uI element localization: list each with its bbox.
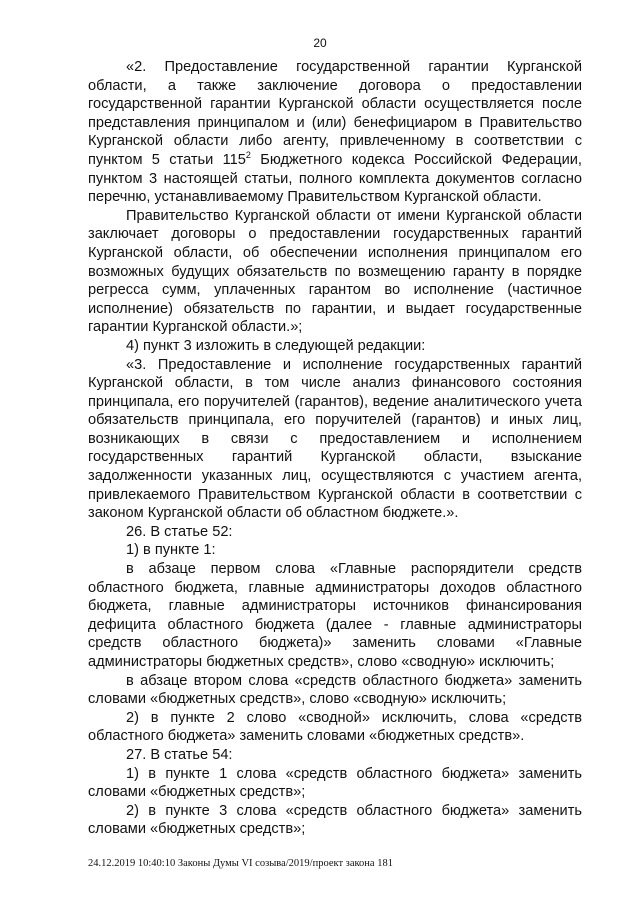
paragraph-government-contracts: Правительство Курганской области от имени Курганской области заключает договоры о предоставлении государственных гарантий Курганской области, об обеспечении исполнения принципалом его возможных будущих обязательств по возмещению гаранту в порядке регресса сумм, уплаченных гарантом во исполнение (частичное исполнение) обязательств по гарантии, и выдает государственные гарантии Курганской области.»; <box>88 207 582 336</box>
paragraph-article-27: 27. В статье 54: <box>126 746 233 763</box>
paragraph-point-1: 1) в пункте 1: <box>126 542 216 559</box>
document-body <box>88 58 582 839</box>
paragraph-article-27-point-1: 1) в пункте 1 слова «средств областного бюджета» заменить словами «бюджетных средств»; <box>88 765 582 801</box>
paragraph-item-3-text: «3. Предоставление и исполнение государственных гарантий Курганской области, в том числе анализ финансового состояния принципала, его поручителей (гарантов), ведение аналитического учета обязательств принципала, его поручителей (гарантов) и иных лиц, возникающих в связи с предоставлением и исполнением государственных гарантий Курганской области, взыскание задолженности указанных лиц, осуществляются с участием агента, привлекаемого Правительством Курганской области в соответствии с законом Курганской области об областном бюджете.». <box>88 356 582 522</box>
paragraph-item-4: 4) пункт 3 изложить в следующей редакции: <box>126 337 426 354</box>
paragraph-point-2: 2) в пункте 2 слово «сводной» исключить, слова «средств областного бюджета» заменить словами «бюджетных средств». <box>88 709 582 745</box>
footer-stamp: 24.12.2019 10:40:10 Законы Думы VI созыва/2019/проект закона 181 <box>88 858 393 869</box>
paragraph-first-abzac: в абзаце первом слова «Главные распорядители средств областного бюджета, главные администраторы доходов областного бюджета, главные администраторы источников финансирования дефицита областного бюджета (далее - главные администраторы средств областного бюджета)» заменить словами «Главные администраторы бюджетных средств», слово «сводную» исключить; <box>88 561 582 670</box>
page-number: 20 <box>313 36 327 50</box>
paragraph-article-26: 26. В статье 52: <box>126 523 233 540</box>
paragraph-text-tail: Бюджетного кодекса Российской Федерации, пунктом 3 настоящей статьи, полного комплекта документов согласно перечню, устанавливаемому Правительством Курганской области. <box>88 151 582 206</box>
paragraph-text: «2. Предоставление государственной гарантии Курганской области, а также заключение договора о предоставлении государственной гарантии Курганской области осуществляется после представления принципалом и (или) бенефициаром в Правительство Курганской области либо агенту, привлеченному в соответствии с пунктом 5 статьи 115 <box>88 59 582 168</box>
superscript: 2 <box>245 150 251 161</box>
paragraph-item-2 <box>88 58 582 207</box>
paragraph-second-abzac: в абзаце втором слова «средств областного бюджета» заменить словами «бюджетных средств», слово «сводную» исключить; <box>88 672 582 708</box>
paragraph-article-27-point-3: 2) в пункте 3 слова «средств областного бюджета» заменить словами «бюджетных средств»; <box>88 802 582 838</box>
